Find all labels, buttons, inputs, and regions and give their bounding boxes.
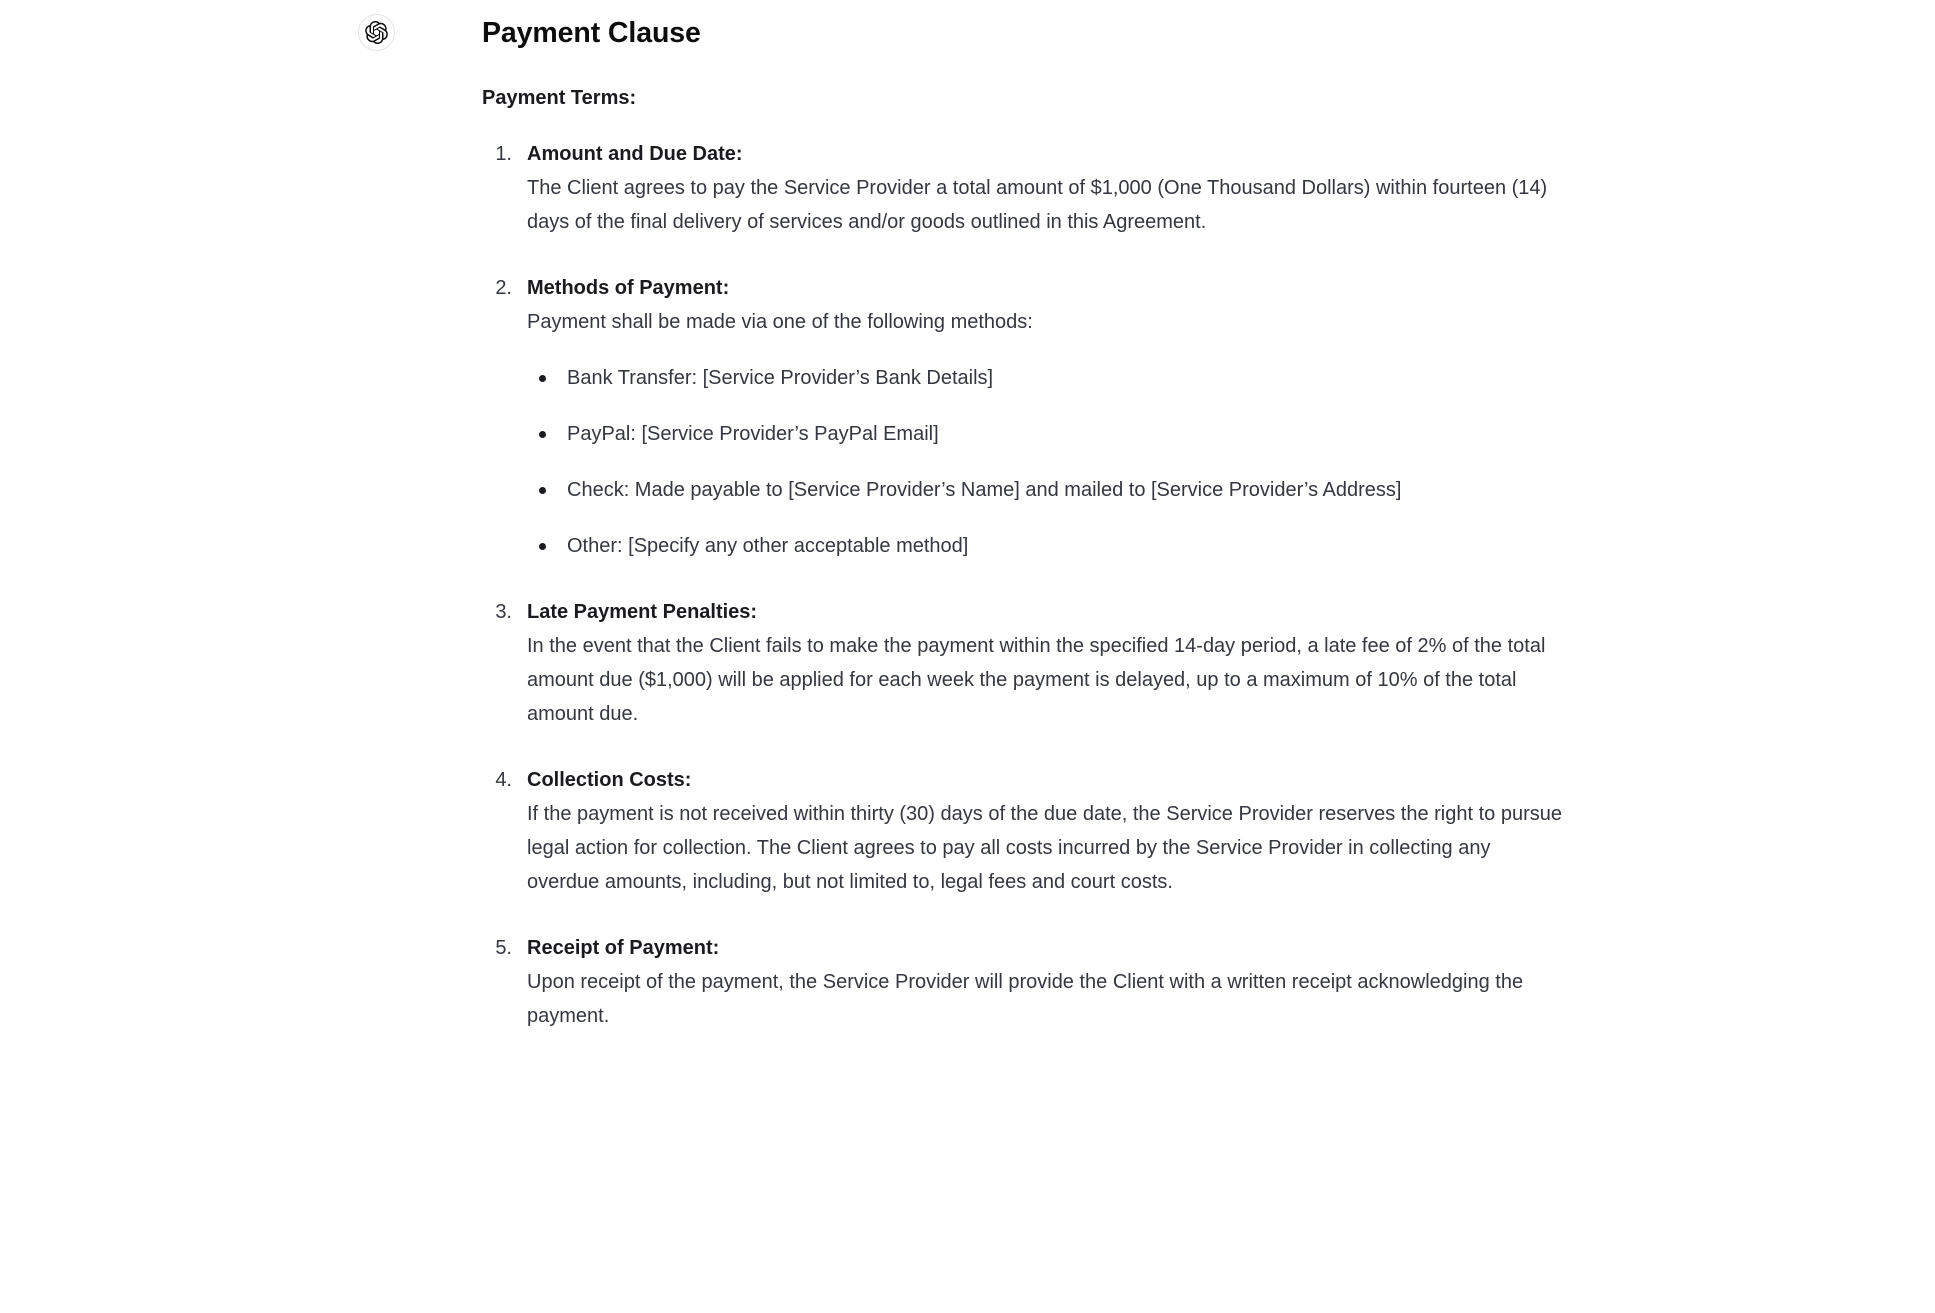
payment-terms-label: Payment Terms: [482,86,637,109]
avatar-column [0,0,395,51]
page-title: Payment Clause [482,17,701,49]
list-item-title: Receipt of Payment: [527,936,720,959]
list-item [482,931,1567,1033]
list-item-body: If the payment is not received within thirty (30) days of the due date, the Service Provider reserves the right to pursue legal action for collection. The Client agrees to pay all costs incurred by the Service Provider in collecting any overdue amounts, including, but not limited to, legal fees and court costs. [527,802,1562,893]
payment-terms-list [482,137,1567,1033]
message-content-column [395,0,1935,1033]
list-item-title: Late Payment Penalties: [527,600,758,623]
list-item-body: In the event that the Client fails to make the payment within the specified 14-day period, a late fee of 2% of the total amount due ($1,000) will be applied for each week the payment is delayed, up to a maximum of 10% of the total amount due. [527,634,1546,725]
list-marker: 4. [495,768,512,791]
list-item: PayPal: [Service Provider’s PayPal Email] [527,417,1567,451]
list-item-title: Collection Costs: [527,768,692,791]
list-item-body: Payment shall be made via one of the following methods: [527,310,1033,333]
openai-logo-icon [365,21,388,44]
list-item: Other: [Specify any other acceptable method] [527,529,1567,563]
list-item-title: Methods of Payment: [527,276,730,299]
list-item: Check: Made payable to [Service Provider’s Name] and mailed to [Service Provider’s Address] [527,473,1567,507]
assistant-markdown-body [482,16,1567,1033]
list-item-title: Amount and Due Date: [527,142,743,165]
list-marker: 3. [495,600,512,623]
list-item: Bank Transfer: [Service Provider’s Bank Details] [527,361,1567,395]
assistant-avatar [358,14,395,51]
list-item [482,271,1567,563]
list-marker: 2. [495,276,512,299]
payment-methods-list [527,361,1567,563]
list-marker: 1. [495,142,512,165]
list-item [482,763,1567,899]
list-item [482,595,1567,731]
list-item-body: The Client agrees to pay the Service Provider a total amount of $1,000 (One Thousand Dollars) within fourteen (14) days of the final delivery of services and/or goods outlined in this Agreement. [527,176,1548,233]
list-marker: 5. [495,936,512,959]
list-item [482,137,1567,239]
list-item-body: Upon receipt of the payment, the Service Provider will provide the Client with a written receipt acknowledging the payment. [527,970,1524,1027]
